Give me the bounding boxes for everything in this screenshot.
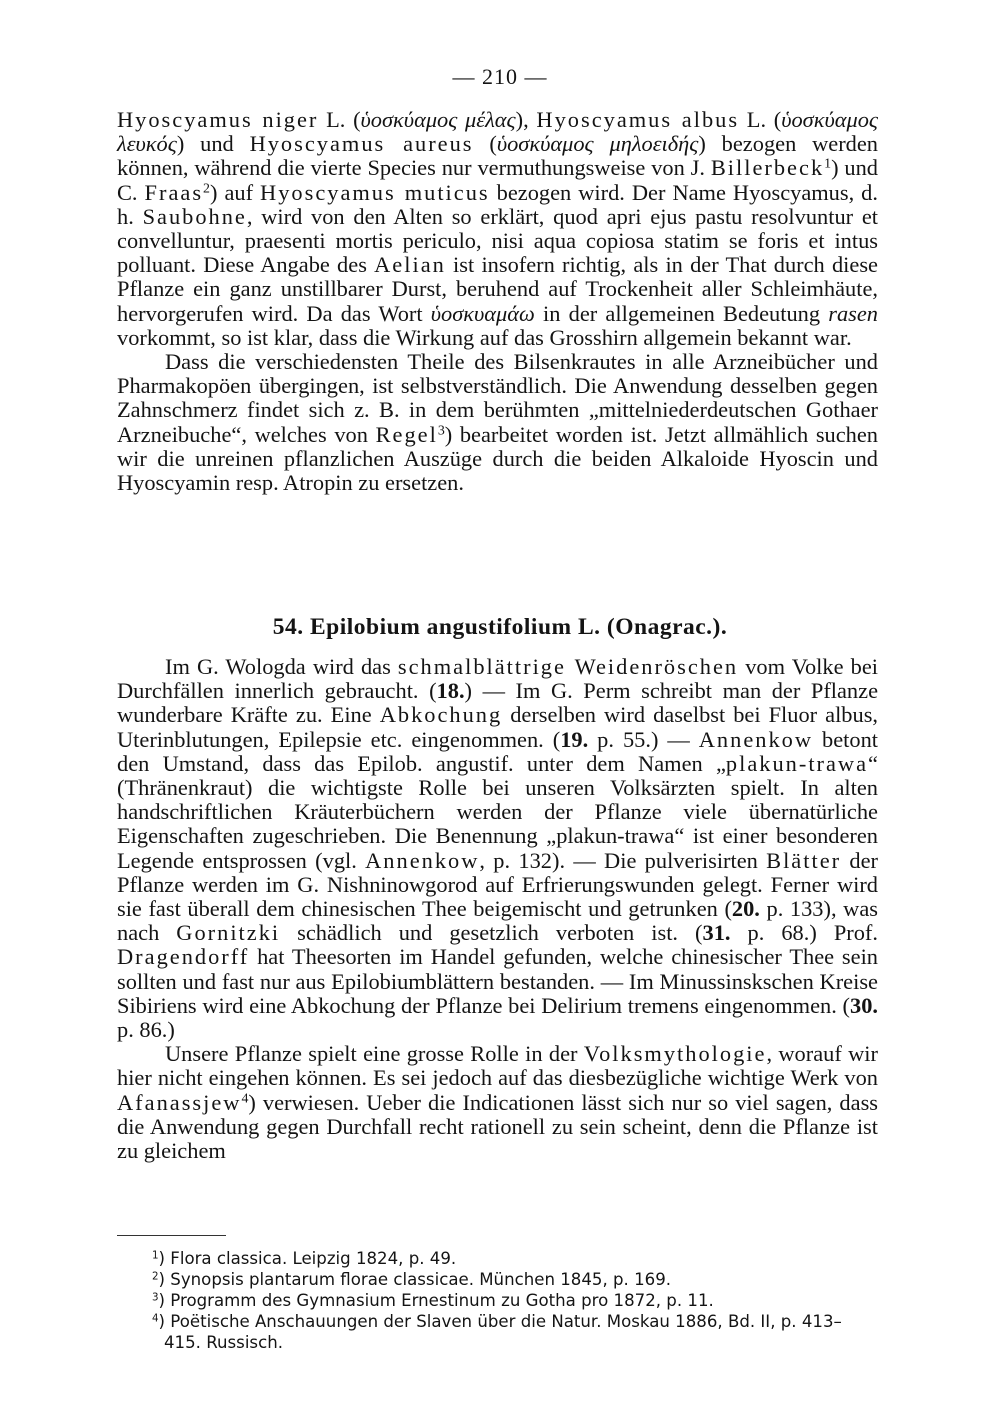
text-run: p. 68.) Prof. — [730, 920, 878, 946]
text-run: , p. 132). — Die pulverisirten — [479, 847, 767, 873]
footnote — [117, 1248, 878, 1269]
reference-number: 31. — [702, 920, 731, 946]
footnote-mark: 2 — [152, 1270, 159, 1283]
greek-term: ὑοσκύαμος λευκός — [117, 107, 879, 157]
reference-number: 30. — [850, 992, 878, 1018]
footnote-divider — [117, 1235, 226, 1236]
spaced-name: Annenkow — [365, 847, 480, 873]
text-run: Im G. Wologda wird das — [165, 654, 398, 679]
greek-term: ὑοσκυαμάω — [430, 300, 535, 326]
text-run: in der allgemeinen Bedeutung — [534, 300, 829, 326]
footnote-mark: 1 — [152, 1249, 159, 1262]
text-run: , wird von den Alten so erklärt, quod apri ejus pastu resolvuntur et convelluntur, praesenti mortis periculo, nisi aqua copiosa statim se foris et intus polluant. Diese Angabe des — [117, 203, 879, 278]
text-run: ) bezogen werden können, während die vierte Species nur vermuthungsweise von J. — [117, 131, 879, 181]
spaced-name: Hyoscyamus albus — [536, 107, 740, 132]
footnote-reference: 4 — [241, 1091, 249, 1107]
spaced-name: Dragendorff — [117, 944, 250, 970]
spaced-name: Aelian — [374, 252, 446, 278]
spaced-name: Fraas — [144, 179, 204, 205]
text-run: betont den Umstand, dass das Epilob. angustif. unter dem Namen „ — [117, 726, 878, 776]
footnote-reference: 1 — [824, 156, 832, 172]
text-run: hat Theesorten im Handel gefunden, welche chinesischer Thee sein sollten und fast nur aus Epilobiumblättern bestanden. — Im Minussinskschen Kreise Sibiriens wird eine Abkochung der Pflanze bei Delirium tremens eingenommen. ( — [117, 944, 878, 1018]
footnote-text: ) Poëtische Anschauungen der Slaven über die Natur. Moskau 1886, Bd. II, p. 413–415. Russisch. — [158, 1312, 842, 1352]
text-run: ) auf — [209, 179, 261, 205]
footnote-reference: 3 — [437, 423, 445, 439]
paragraph — [117, 350, 878, 495]
text-run: bezogen wird. Der Name Hyoscyamus, d. h. — [117, 179, 878, 229]
text-run: vorkommt, so ist klar, dass die Wirkung auf das Grosshirn allgemein bekannt war. — [117, 324, 852, 350]
footnote-mark: 4 — [152, 1312, 159, 1325]
greek-term: ὑοσκύαμος μέλας — [360, 107, 516, 132]
spaced-name: schmalblättrige Weidenröschen — [397, 654, 739, 679]
paragraph — [117, 1042, 878, 1163]
spaced-name: Volksmythologie — [583, 1041, 767, 1067]
spaced-name: Gornitzki — [176, 920, 281, 946]
text-block-top — [117, 108, 878, 495]
text-run: ) bearbeitet worden ist. Jetzt allmählich suchen wir die unreinen pflanzlichen Auszüge durch die beiden Alkaloide Hyoscin und Hyoscyamin resp. Atropin zu ersetzen. — [117, 421, 878, 496]
text-run: schädlich und gesetzlich verboten ist. ( — [280, 920, 703, 946]
spaced-name: Hyoscyamus muticus — [260, 179, 490, 205]
text-run: L. ( — [739, 107, 782, 132]
footnotes — [117, 1248, 878, 1353]
text-run: ) und — [176, 131, 250, 157]
footnote — [117, 1290, 878, 1311]
footnote-text: ) Programm des Gymnasium Ernestinum zu Gotha pro 1872, p. 11. — [158, 1291, 714, 1310]
italic-term: rasen — [828, 300, 879, 326]
text-run: Dass die verschiedensten Theile des Bilsenkrautes in alle Arzneibücher und Pharmakopöen übergingen, ist selbstverständlich. Die Anwendung desselben gegen Zahnschmerz findet sich z. B. in dem berühmten „mittelniederdeutschen Gothaer Arzneibuche“, welches von — [117, 349, 878, 447]
footnote-mark: 3 — [152, 1291, 159, 1304]
footnote-text: ) Synopsis plantarum florae classicae. München 1845, p. 169. — [158, 1270, 672, 1289]
page-number: — 210 — — [452, 64, 548, 89]
text-run: ist insofern richtig, als in der That durch diese Pflanze ein ganz unstillbarer Durst, beruhend auf Trockenheit aller Schleimhäute, hervorgerufen wird. Da das Wort — [117, 252, 878, 326]
text-run: L. ( — [318, 107, 361, 132]
paragraph — [117, 655, 878, 1042]
spaced-name: plakun-trawa — [725, 750, 869, 776]
reference-number: 18. — [436, 678, 465, 704]
paragraph — [117, 108, 878, 350]
section-heading: 54. Epilobium angustifolium L. (Onagrac.). — [272, 614, 728, 640]
text-run: ) und C. — [117, 155, 878, 205]
text-run: p. 133), was nach — [117, 896, 878, 946]
text-block-bottom — [117, 655, 878, 1163]
text-run: ) — Im G. Perm schreibt man der Pflanze wunderbare Kräfte zu. Eine — [117, 678, 879, 728]
text-run: der Pflanze werden im G. Nishninowgorod auf Erfrierungswunden gelegt. Ferner wird sie fast überall dem chinesischen Thee beigemischt und getrunken ( — [117, 847, 878, 922]
spaced-name: Billerbeck — [710, 155, 825, 181]
spaced-name: Afanassjew — [117, 1089, 242, 1115]
spaced-name: Hyoscyamus niger — [117, 107, 319, 132]
spaced-name: Blätter — [766, 847, 842, 873]
greek-term: ὑοσκύαμος μηλοειδής — [496, 131, 699, 157]
text-run: “ (Thränenkraut) die wichtigste Rolle bei unseren Volksärzten spielt. In alten handschriftlichen Kräuterbüchern werden der Pflanze viele übernatürliche Eigenschaften zugeschrieben. Die Benennung „plakun-trawa“ ist einer besonderen Legende entsprossen (vgl. — [117, 750, 878, 873]
text-run: vom Volke bei Durchfällen innerlich gebraucht. ( — [117, 654, 878, 704]
text-run: , worauf wir hier nicht eingehen können. Es sei jedoch auf das diesbezügliche wichtige Werk von — [117, 1041, 878, 1091]
text-run: ( — [473, 131, 497, 157]
reference-number: 19. — [560, 726, 589, 752]
text-run: derselben wird daselbst bei Fluor albus, Uterinblutungen, Epilepsie etc. eingenommen. ( — [117, 702, 878, 752]
spaced-name: Annenkow — [698, 726, 814, 752]
footnote — [117, 1269, 878, 1290]
text-run: ), — [515, 107, 537, 132]
spaced-name: Abkochung — [379, 702, 503, 728]
text-run: p. 55.) — — [588, 726, 699, 752]
spaced-name: Regel — [375, 421, 438, 447]
footnote-text: ) Flora classica. Leipzig 1824, p. 49. — [158, 1249, 457, 1268]
reference-number: 20. — [731, 896, 760, 922]
text-run: p. 86.) — [117, 1017, 175, 1043]
footnote — [117, 1311, 878, 1353]
spaced-name: Saubohne — [142, 203, 247, 229]
text-run: ) verwiesen. Ueber die Indicationen lässt sich nur so viel sagen, dass die Anwendung gegen Durchfall recht rationell zu sein scheint, denn die Pflanze ist zu gleichem — [117, 1089, 878, 1164]
text-run: Unsere Pflanze spielt eine grosse Rolle in der — [165, 1041, 584, 1067]
footnote-reference: 2 — [203, 180, 210, 196]
spaced-name: Hyoscyamus aureus — [249, 131, 474, 157]
